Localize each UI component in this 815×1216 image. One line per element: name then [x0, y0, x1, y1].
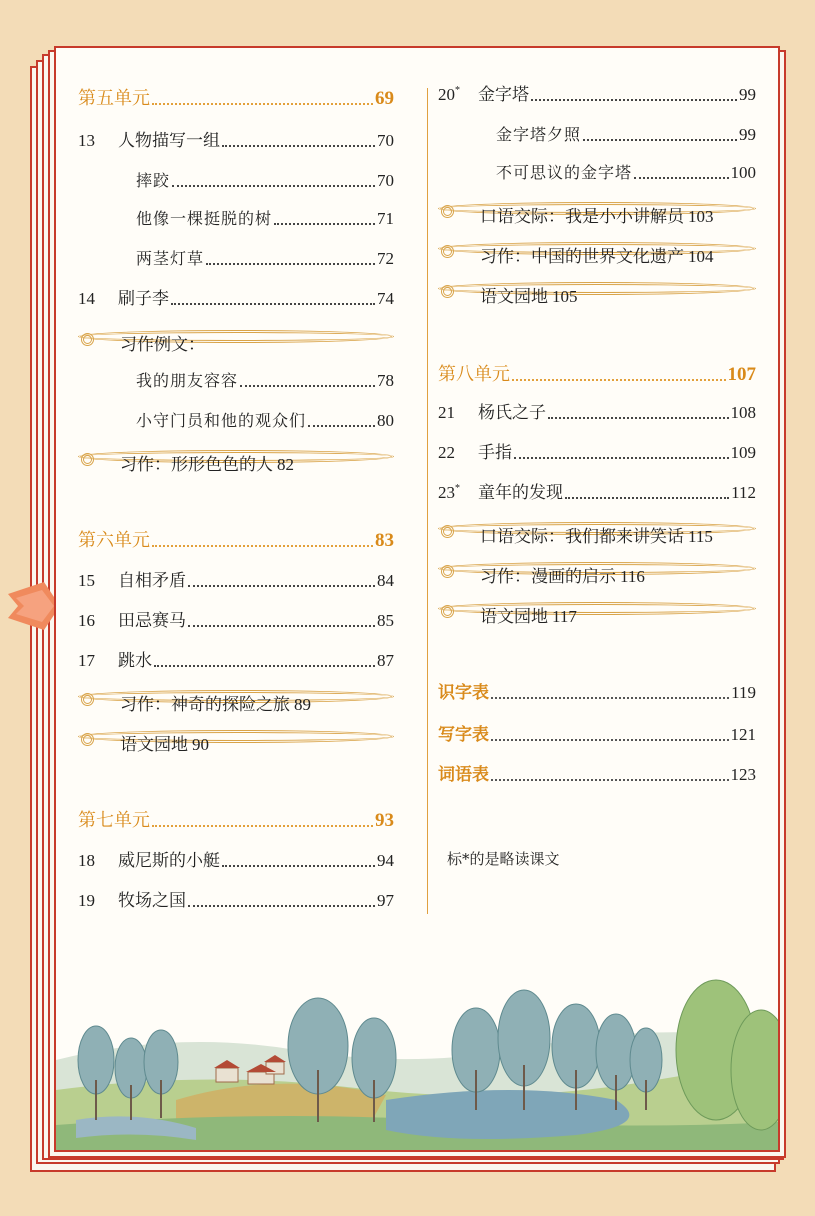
- toc-entry[interactable]: [78, 208, 394, 230]
- lesson-number: 23*: [438, 483, 460, 502]
- entry-title: 我的朋友容容: [136, 371, 239, 390]
- dot-leader: [222, 864, 375, 867]
- toc-entry[interactable]: [438, 442, 756, 464]
- page-number: 117: [552, 607, 577, 626]
- toc-entry[interactable]: [78, 650, 394, 672]
- page-number: 112: [731, 483, 756, 502]
- toc-entry[interactable]: [78, 330, 394, 355]
- toc-entry[interactable]: [78, 570, 394, 592]
- page-number: 94: [377, 851, 394, 870]
- page-number: 123: [730, 765, 756, 784]
- toc-entry[interactable]: [78, 370, 394, 392]
- toc-entry[interactable]: [78, 730, 394, 755]
- dot-leader: [565, 496, 729, 499]
- toc-entry[interactable]: [438, 84, 756, 106]
- entry-title: 习作：漫画的启示: [480, 567, 616, 587]
- entry-title: 第五单元: [78, 88, 150, 109]
- toc-entry[interactable]: [438, 682, 756, 704]
- page-number: 119: [731, 683, 756, 702]
- toc-entry[interactable]: [438, 242, 756, 267]
- circle-bullet-icon: [441, 245, 454, 258]
- entry-title: 第六单元: [78, 530, 150, 551]
- toc-entry[interactable]: [438, 482, 756, 504]
- entry-title: 习作：中国的世界文化遗产: [480, 247, 684, 267]
- entry-title: 识字表: [438, 683, 489, 703]
- entry-title: 语文园地: [120, 735, 188, 755]
- dot-leader: [308, 424, 375, 427]
- entry-title: 自相矛盾: [118, 571, 186, 591]
- toc-entry[interactable]: [78, 610, 394, 632]
- lesson-number: 14: [78, 289, 95, 308]
- dot-leader: [222, 144, 375, 147]
- page-number: 97: [377, 891, 394, 910]
- circle-bullet-icon: [81, 453, 94, 466]
- toc-entry[interactable]: [438, 282, 756, 307]
- lesson-number: 16: [78, 611, 95, 630]
- entry-title: 刷子李: [118, 289, 169, 309]
- toc-page: [54, 46, 780, 1152]
- page-number: 72: [377, 249, 394, 268]
- entry-title: 威尼斯的小艇: [118, 851, 220, 871]
- page-number: 71: [377, 209, 394, 228]
- page-number: 108: [730, 403, 756, 422]
- dot-leader: [634, 176, 728, 179]
- entry-title: 习作：形形色色的人: [120, 455, 273, 475]
- dot-leader: [491, 778, 729, 781]
- toc-entry[interactable]: [78, 88, 394, 110]
- page-number: 105: [552, 287, 578, 306]
- dot-leader: [491, 738, 729, 741]
- dot-leader: [171, 302, 375, 305]
- toc-entry[interactable]: [78, 690, 394, 715]
- dot-leader: [188, 584, 375, 587]
- page-number: 84: [377, 571, 394, 590]
- entry-title: 写字表: [438, 725, 489, 745]
- dot-leader: [491, 696, 729, 699]
- circle-bullet-icon: [81, 693, 94, 706]
- lesson-number: 13: [78, 131, 95, 150]
- toc-entry[interactable]: [78, 810, 394, 832]
- toc-entry[interactable]: [78, 130, 394, 152]
- entry-title: 词语表: [438, 765, 489, 785]
- toc-entry[interactable]: [438, 202, 756, 227]
- entry-title: 手指: [478, 443, 512, 463]
- toc-entry[interactable]: [438, 724, 756, 746]
- page-number: 78: [377, 371, 394, 390]
- toc-entry[interactable]: [438, 402, 756, 424]
- entry-title: 杨氏之子: [478, 403, 546, 423]
- entry-title: 口语交际：我是小小讲解员: [480, 207, 684, 227]
- skim-reading-mark: *: [455, 85, 460, 96]
- circle-bullet-icon: [441, 285, 454, 298]
- page-number: 109: [730, 443, 756, 462]
- toc-entry[interactable]: [78, 170, 394, 192]
- page-number: 107: [727, 364, 756, 385]
- entry-title: 人物描写一组: [118, 131, 220, 151]
- page-number: 93: [375, 810, 394, 831]
- entry-title: 摔跤: [136, 171, 171, 190]
- lesson-number: 20*: [438, 85, 460, 104]
- entry-title: 牧场之国: [118, 891, 186, 911]
- dot-leader: [531, 98, 737, 101]
- dot-leader: [206, 262, 375, 265]
- entry-title: 田忌赛马: [118, 611, 186, 631]
- entry-title: 第八单元: [438, 364, 510, 385]
- dot-leader: [274, 222, 375, 225]
- lesson-number: 18: [78, 851, 95, 870]
- dot-leader: [240, 384, 375, 387]
- entry-title: 习作：神奇的探险之旅: [120, 695, 290, 715]
- circle-bullet-icon: [441, 565, 454, 578]
- page-number: 90: [192, 735, 209, 754]
- page-number: 89: [294, 695, 311, 714]
- toc-entry[interactable]: [438, 162, 756, 184]
- entry-title: 语文园地: [480, 287, 548, 307]
- lesson-number: 17: [78, 651, 95, 670]
- dot-leader: [172, 184, 375, 187]
- page-number: 74: [377, 289, 394, 308]
- entry-title: 金字塔: [478, 85, 529, 105]
- entry-title: 金字塔夕照: [496, 125, 582, 144]
- toc-entry[interactable]: [438, 364, 756, 386]
- entry-title: 童年的发现: [478, 483, 563, 503]
- dot-leader: [188, 904, 375, 907]
- dot-leader: [514, 456, 729, 459]
- page-number: 87: [377, 651, 394, 670]
- toc-entry[interactable]: [78, 530, 394, 552]
- circle-bullet-icon: [441, 205, 454, 218]
- lesson-number: 15: [78, 571, 95, 590]
- bookmark-ribbon-icon: [8, 582, 60, 630]
- toc-entry[interactable]: [438, 522, 756, 547]
- entry-title: 跳水: [118, 651, 152, 671]
- dot-leader: [152, 544, 373, 547]
- page-number: 69: [375, 88, 394, 109]
- page-number: 104: [688, 247, 714, 266]
- dot-leader: [548, 416, 729, 419]
- entry-title: 小守门员和他的观众们: [136, 411, 307, 430]
- column-divider: [427, 88, 428, 914]
- circle-bullet-icon: [81, 733, 94, 746]
- page-number: 70: [377, 131, 394, 150]
- page-number: 103: [688, 207, 714, 226]
- toc-entry[interactable]: [438, 124, 756, 146]
- page-number: 116: [620, 567, 645, 586]
- dot-leader: [583, 138, 737, 141]
- lesson-number: 21: [438, 403, 455, 422]
- dot-leader: [188, 624, 375, 627]
- lesson-number: 19: [78, 891, 95, 910]
- page-number: 99: [739, 125, 756, 144]
- entry-title: 他像一棵挺脱的树: [136, 209, 273, 228]
- circle-bullet-icon: [441, 525, 454, 538]
- dot-leader: [154, 664, 375, 667]
- dot-leader: [152, 102, 373, 105]
- circle-bullet-icon: [441, 605, 454, 618]
- footnote: 标*的是略读课文: [447, 850, 560, 868]
- dot-leader: [152, 824, 373, 827]
- page-number: 80: [377, 411, 394, 430]
- entry-title: 习作例文：: [120, 335, 205, 355]
- toc-entry[interactable]: [78, 450, 394, 475]
- toc-entry[interactable]: [78, 248, 394, 270]
- entry-title: 不可思议的金字塔: [496, 163, 633, 182]
- lesson-number: 22: [438, 443, 455, 462]
- page-number: 82: [277, 455, 294, 474]
- page-number: 115: [688, 527, 713, 546]
- page-number: 70: [377, 171, 394, 190]
- toc-entry[interactable]: [438, 602, 756, 627]
- page-number: 85: [377, 611, 394, 630]
- toc-entry[interactable]: [78, 288, 394, 310]
- toc-entry[interactable]: [438, 764, 756, 786]
- toc-entry[interactable]: [438, 562, 756, 587]
- page-number: 121: [730, 725, 756, 744]
- toc-entry[interactable]: [78, 410, 394, 432]
- skim-reading-mark: *: [455, 483, 460, 494]
- page-number: 83: [375, 530, 394, 551]
- page-number: 100: [730, 163, 756, 182]
- page-number: 99: [739, 85, 756, 104]
- entry-title: 语文园地: [480, 607, 548, 627]
- entry-title: 第七单元: [78, 810, 150, 831]
- dot-leader: [512, 378, 726, 381]
- toc-entry[interactable]: [78, 850, 394, 872]
- entry-title: 两茎灯草: [136, 249, 205, 268]
- landscape-illustration: [56, 950, 778, 1150]
- circle-bullet-icon: [81, 333, 94, 346]
- toc-entry[interactable]: [78, 890, 394, 912]
- entry-title: 口语交际：我们都来讲笑话: [480, 527, 684, 547]
